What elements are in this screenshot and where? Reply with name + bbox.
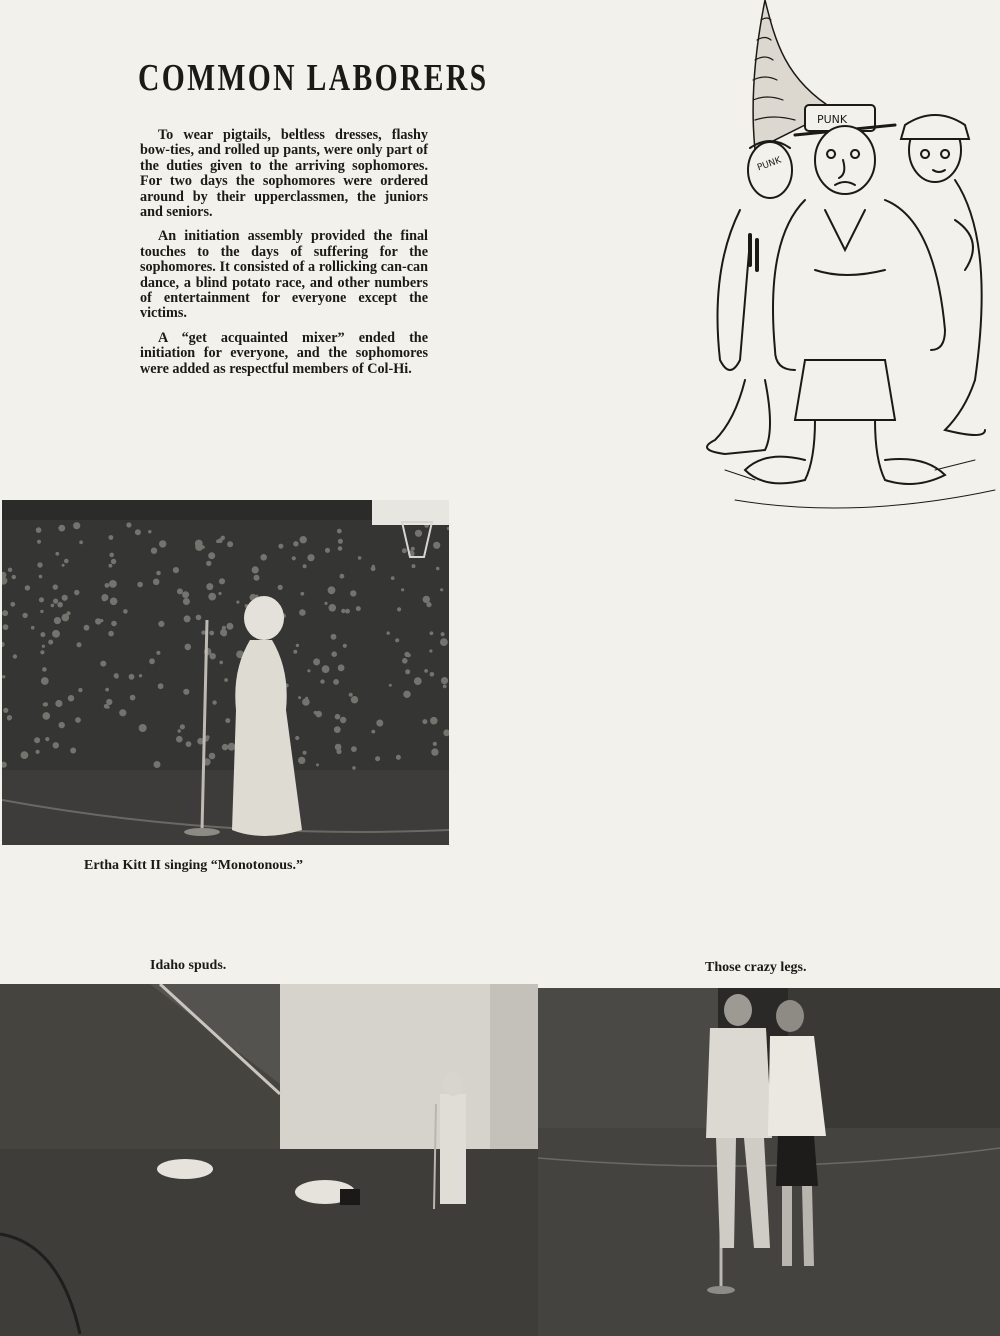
crowd-dot [333, 679, 339, 685]
crowd-dot [350, 590, 356, 596]
photo-potato-race [0, 984, 538, 1336]
crowd-dot [338, 546, 343, 551]
crowd-dot [64, 559, 69, 564]
crowd-dot [48, 640, 53, 645]
crowd-dot [158, 683, 164, 689]
crowd-dot [183, 689, 189, 695]
crowd-dot [441, 677, 448, 684]
caption-legs: Those crazy legs. [705, 960, 807, 975]
crowd-dot [293, 541, 298, 546]
crowd-dot [153, 579, 160, 586]
crowd-dot [302, 698, 310, 706]
crowd-dot [298, 696, 301, 699]
crowd-dot [62, 564, 65, 567]
crowd-dot [45, 737, 49, 741]
crowd-dot [389, 684, 392, 687]
crowd-dot [222, 626, 226, 630]
crowd-dot [292, 556, 296, 560]
article-paragraph-2: An initiation assembly provided the final touches to the days of suffering for the sophomores. It consisted of a rollicking can-can dance, a blind potato race, and other numbers of entertainment for everyone except the victims. [140, 228, 428, 322]
crowd-dot [387, 631, 390, 634]
crowd-dot [391, 576, 395, 580]
crowd-dot [151, 548, 157, 554]
crowd-dot [254, 575, 260, 581]
article-paragraph-1: To wear pigtails, beltless dresses, flashy bow-ties, and rolled up pants, were only part of the duties given to the arriving sophomores. For two days the sophomores were ordered around by their upperclassmen, the juniors and seniors. [140, 127, 428, 221]
crowd-dot [278, 544, 283, 549]
crowd-dot [66, 611, 70, 615]
crowd-dot [57, 602, 63, 608]
crowd-dot [219, 661, 223, 665]
crowd-dot [345, 609, 350, 614]
crowd-dot [401, 588, 404, 591]
crowd-dot [39, 575, 43, 579]
crowd-dot [40, 650, 44, 654]
crowd-dot [58, 525, 65, 532]
article-paragraph-3: A “get acquainted mixer” ended the initiation for everyone, and the sophomores were added as respectful members of Col-Hi. [140, 329, 428, 377]
crowd-dot [222, 744, 228, 750]
crowd-dot [74, 590, 79, 595]
crowd-dot [53, 599, 58, 604]
crowd-dot [219, 578, 225, 584]
crowd-dot [184, 615, 191, 622]
crowd-dot [102, 596, 107, 601]
crowd-dot [177, 588, 183, 594]
crowd-dot [430, 672, 435, 677]
crowd-dot [315, 711, 322, 718]
photo-crazy-legs [538, 988, 1000, 1336]
crowd-dot [25, 585, 30, 590]
crowd-dot [303, 564, 307, 568]
crowd-dot [180, 724, 185, 729]
crowd-dot [22, 613, 27, 618]
crowd-dot [135, 529, 141, 535]
crowd-dot [331, 651, 337, 657]
crowd-dot [429, 649, 432, 652]
crowd-dot [44, 702, 48, 706]
crowd-dot [403, 691, 410, 698]
crowd-dot [395, 638, 399, 642]
crowd-dot [441, 632, 445, 636]
crowd-dot [126, 522, 131, 527]
crowd-dot [37, 562, 42, 567]
crowd-dot [423, 596, 430, 603]
page-title: COMMON LABORERS [138, 57, 489, 99]
crowd-dot [260, 554, 267, 561]
crowd-dot [156, 651, 160, 655]
crowd-dot [2, 675, 5, 678]
crowd-dot [334, 726, 341, 733]
caption-singer: Ertha Kitt II singing “Monotonous.” [84, 858, 303, 873]
crowd-dot [119, 709, 126, 716]
crowd-dot [196, 615, 202, 621]
crowd-dot [430, 631, 434, 635]
crowd-dot [433, 742, 437, 746]
crowd-dot [84, 625, 90, 631]
crowd-dot [338, 539, 343, 544]
crowd-dot [209, 753, 216, 760]
crowd-dot [186, 741, 192, 747]
crowd-dot [376, 720, 383, 727]
crowd-dot [53, 584, 58, 589]
photo-singer [2, 500, 449, 845]
crowd-dot [115, 675, 119, 679]
crowd-dot [39, 597, 44, 602]
crowd-dot [300, 536, 307, 543]
crowd-dot [129, 674, 135, 680]
crowd-dot [313, 658, 320, 665]
crowd-dot [154, 761, 161, 768]
crowd-dot [3, 624, 9, 630]
crowd-dot [329, 604, 337, 612]
crowd-dot [397, 607, 401, 611]
crowd-dot [51, 604, 55, 608]
crowd-dot [358, 556, 362, 560]
crowd-dot [351, 696, 358, 703]
crowd-dot [106, 699, 112, 705]
crowd-dot [296, 644, 299, 647]
crowd-dot [278, 585, 283, 590]
cap-label-1: PUNK [817, 113, 848, 126]
crowd-dot [216, 540, 220, 544]
crowd-dot [37, 540, 41, 544]
crowd-dot [299, 609, 306, 616]
crowd-dot [148, 530, 151, 533]
crowd-dot [415, 530, 422, 537]
crowd-dot [331, 634, 337, 640]
crowd-dot [307, 669, 310, 672]
crowd-dot [34, 737, 40, 743]
caption-spuds: Idaho spuds. [150, 958, 227, 973]
crowd-dot [111, 621, 117, 627]
crowd-dot [341, 609, 345, 613]
crowd-dot [228, 743, 236, 751]
crowd-dot [236, 601, 239, 604]
crowd-dot [224, 678, 228, 682]
crowd-dot [139, 724, 147, 732]
crowd-dot [139, 674, 142, 677]
crowd-dot [402, 658, 408, 664]
crowd-dot [335, 744, 342, 751]
crowd-dot [300, 592, 304, 596]
crowd-dot [105, 688, 109, 692]
crowd-dot [62, 595, 68, 601]
crowd-dot [149, 658, 155, 664]
crowd-dot [109, 564, 113, 568]
crowd-dot [109, 553, 114, 558]
crowd-dot [351, 746, 357, 752]
crowd-dot [208, 552, 215, 559]
crowd-dot [12, 575, 16, 579]
crowd-dot [206, 735, 210, 739]
crowd-dot [7, 717, 10, 720]
crowd-dot [130, 695, 136, 701]
crowd-dot [226, 623, 233, 630]
crowd-dot [221, 631, 227, 637]
crowd-dot [356, 606, 361, 611]
crowd-dot [208, 593, 216, 601]
crowd-dot [320, 679, 324, 683]
crowd-dot [375, 756, 380, 761]
crowd-dot [212, 700, 216, 704]
crowd-dot [337, 529, 342, 534]
crowd-dot [36, 750, 40, 754]
crowd-dot [40, 610, 43, 613]
crowd-dot [440, 588, 443, 591]
crowd-dot [8, 568, 12, 572]
crowd-dot [52, 630, 60, 638]
crowd-dot [343, 644, 347, 648]
crowd-dot [43, 712, 51, 720]
crowd-dot [100, 661, 106, 667]
crowd-dot [405, 669, 410, 674]
crowd-dot [209, 631, 214, 636]
crowd-dot [422, 719, 427, 724]
crowd-dot [70, 748, 76, 754]
crowd-dot [298, 757, 305, 764]
crowd-dot [105, 583, 110, 588]
crowd-dot [2, 610, 8, 616]
crowd-dot [316, 763, 319, 766]
crowd-dot [59, 722, 65, 728]
crowd-dot [178, 729, 181, 732]
crowd-dot [206, 561, 211, 566]
crowd-dot [324, 602, 327, 605]
crowd-dot [77, 642, 82, 647]
crowd-dot [100, 619, 103, 622]
crowd-dot [36, 527, 42, 533]
crowd-dot [206, 583, 213, 590]
cap-label-2: PUNK [756, 155, 783, 174]
crowd-dot [41, 677, 49, 685]
crowd-dot [109, 535, 114, 540]
crowd-dot [108, 631, 114, 637]
crowd-dot [424, 669, 428, 673]
crowd-dot [210, 653, 216, 659]
crowd-dot [21, 751, 29, 759]
crowd-dot [182, 591, 189, 598]
crowd-dot [371, 566, 376, 571]
crowd-dot [73, 522, 80, 529]
crowd-dot [75, 717, 81, 723]
crowd-dot [31, 626, 35, 630]
crowd-dot [414, 677, 422, 685]
crowd-dot [402, 548, 407, 553]
crowd-dot [252, 566, 259, 573]
crowd-dot [431, 748, 438, 755]
crowd-dot [201, 630, 205, 634]
cartoon-illustration [695, 0, 1000, 520]
crowd-dot [111, 559, 116, 564]
crowd-dot [322, 665, 330, 673]
crowd-dot [227, 541, 233, 547]
crowd-dot [225, 718, 230, 723]
crowd-dot [371, 730, 375, 734]
crowd-dot [303, 751, 307, 755]
crowd-dot [40, 632, 45, 637]
crowd-dot [109, 580, 117, 588]
crowd-dot [78, 688, 82, 692]
crowd-dot [293, 650, 297, 654]
crowd-dot [436, 567, 440, 571]
crowd-dot [411, 547, 415, 551]
crowd-dot [53, 742, 59, 748]
crowd-dot [3, 708, 8, 713]
crowd-dot [79, 540, 83, 544]
crowd-dot [13, 654, 17, 658]
crowd-dot [307, 554, 314, 561]
crowd-dot [352, 766, 356, 770]
crowd-dot [173, 567, 179, 573]
crowd-dot [159, 540, 166, 547]
crowd-dot [183, 598, 190, 605]
crowd-dot [55, 552, 59, 556]
crowd-dot [349, 693, 353, 697]
crowd-dot [110, 598, 118, 606]
crowd-dot [430, 717, 438, 725]
crowd-dot [185, 644, 192, 651]
crowd-dot [443, 685, 447, 689]
crowd-dot [123, 609, 128, 614]
crowd-dot [295, 736, 299, 740]
crowd-dot [396, 755, 401, 760]
crowd-dot [104, 704, 109, 709]
crowd-dot [42, 645, 45, 648]
crowd-dot [55, 700, 62, 707]
crowd-dot [440, 638, 448, 646]
crowd-dot [325, 548, 330, 553]
crowd-dot [335, 714, 341, 720]
crowd-dot [68, 695, 74, 701]
article-body [140, 128, 428, 386]
crowd-dot [218, 592, 221, 595]
crowd-dot [407, 653, 411, 657]
crowd-dot [340, 574, 345, 579]
crowd-dot [10, 602, 15, 607]
crowd-dot [328, 586, 336, 594]
crowd-dot [137, 582, 143, 588]
crowd-dot [195, 540, 203, 548]
crowd-dot [412, 564, 416, 568]
crowd-dot [54, 617, 61, 624]
crowd-dot [340, 717, 346, 723]
crowd-dot [156, 571, 161, 576]
crowd-dot [158, 621, 164, 627]
crowd-dot [176, 736, 183, 743]
crowd-dot [433, 542, 440, 549]
crowd-dot [42, 667, 47, 672]
crowd-dot [338, 664, 345, 671]
